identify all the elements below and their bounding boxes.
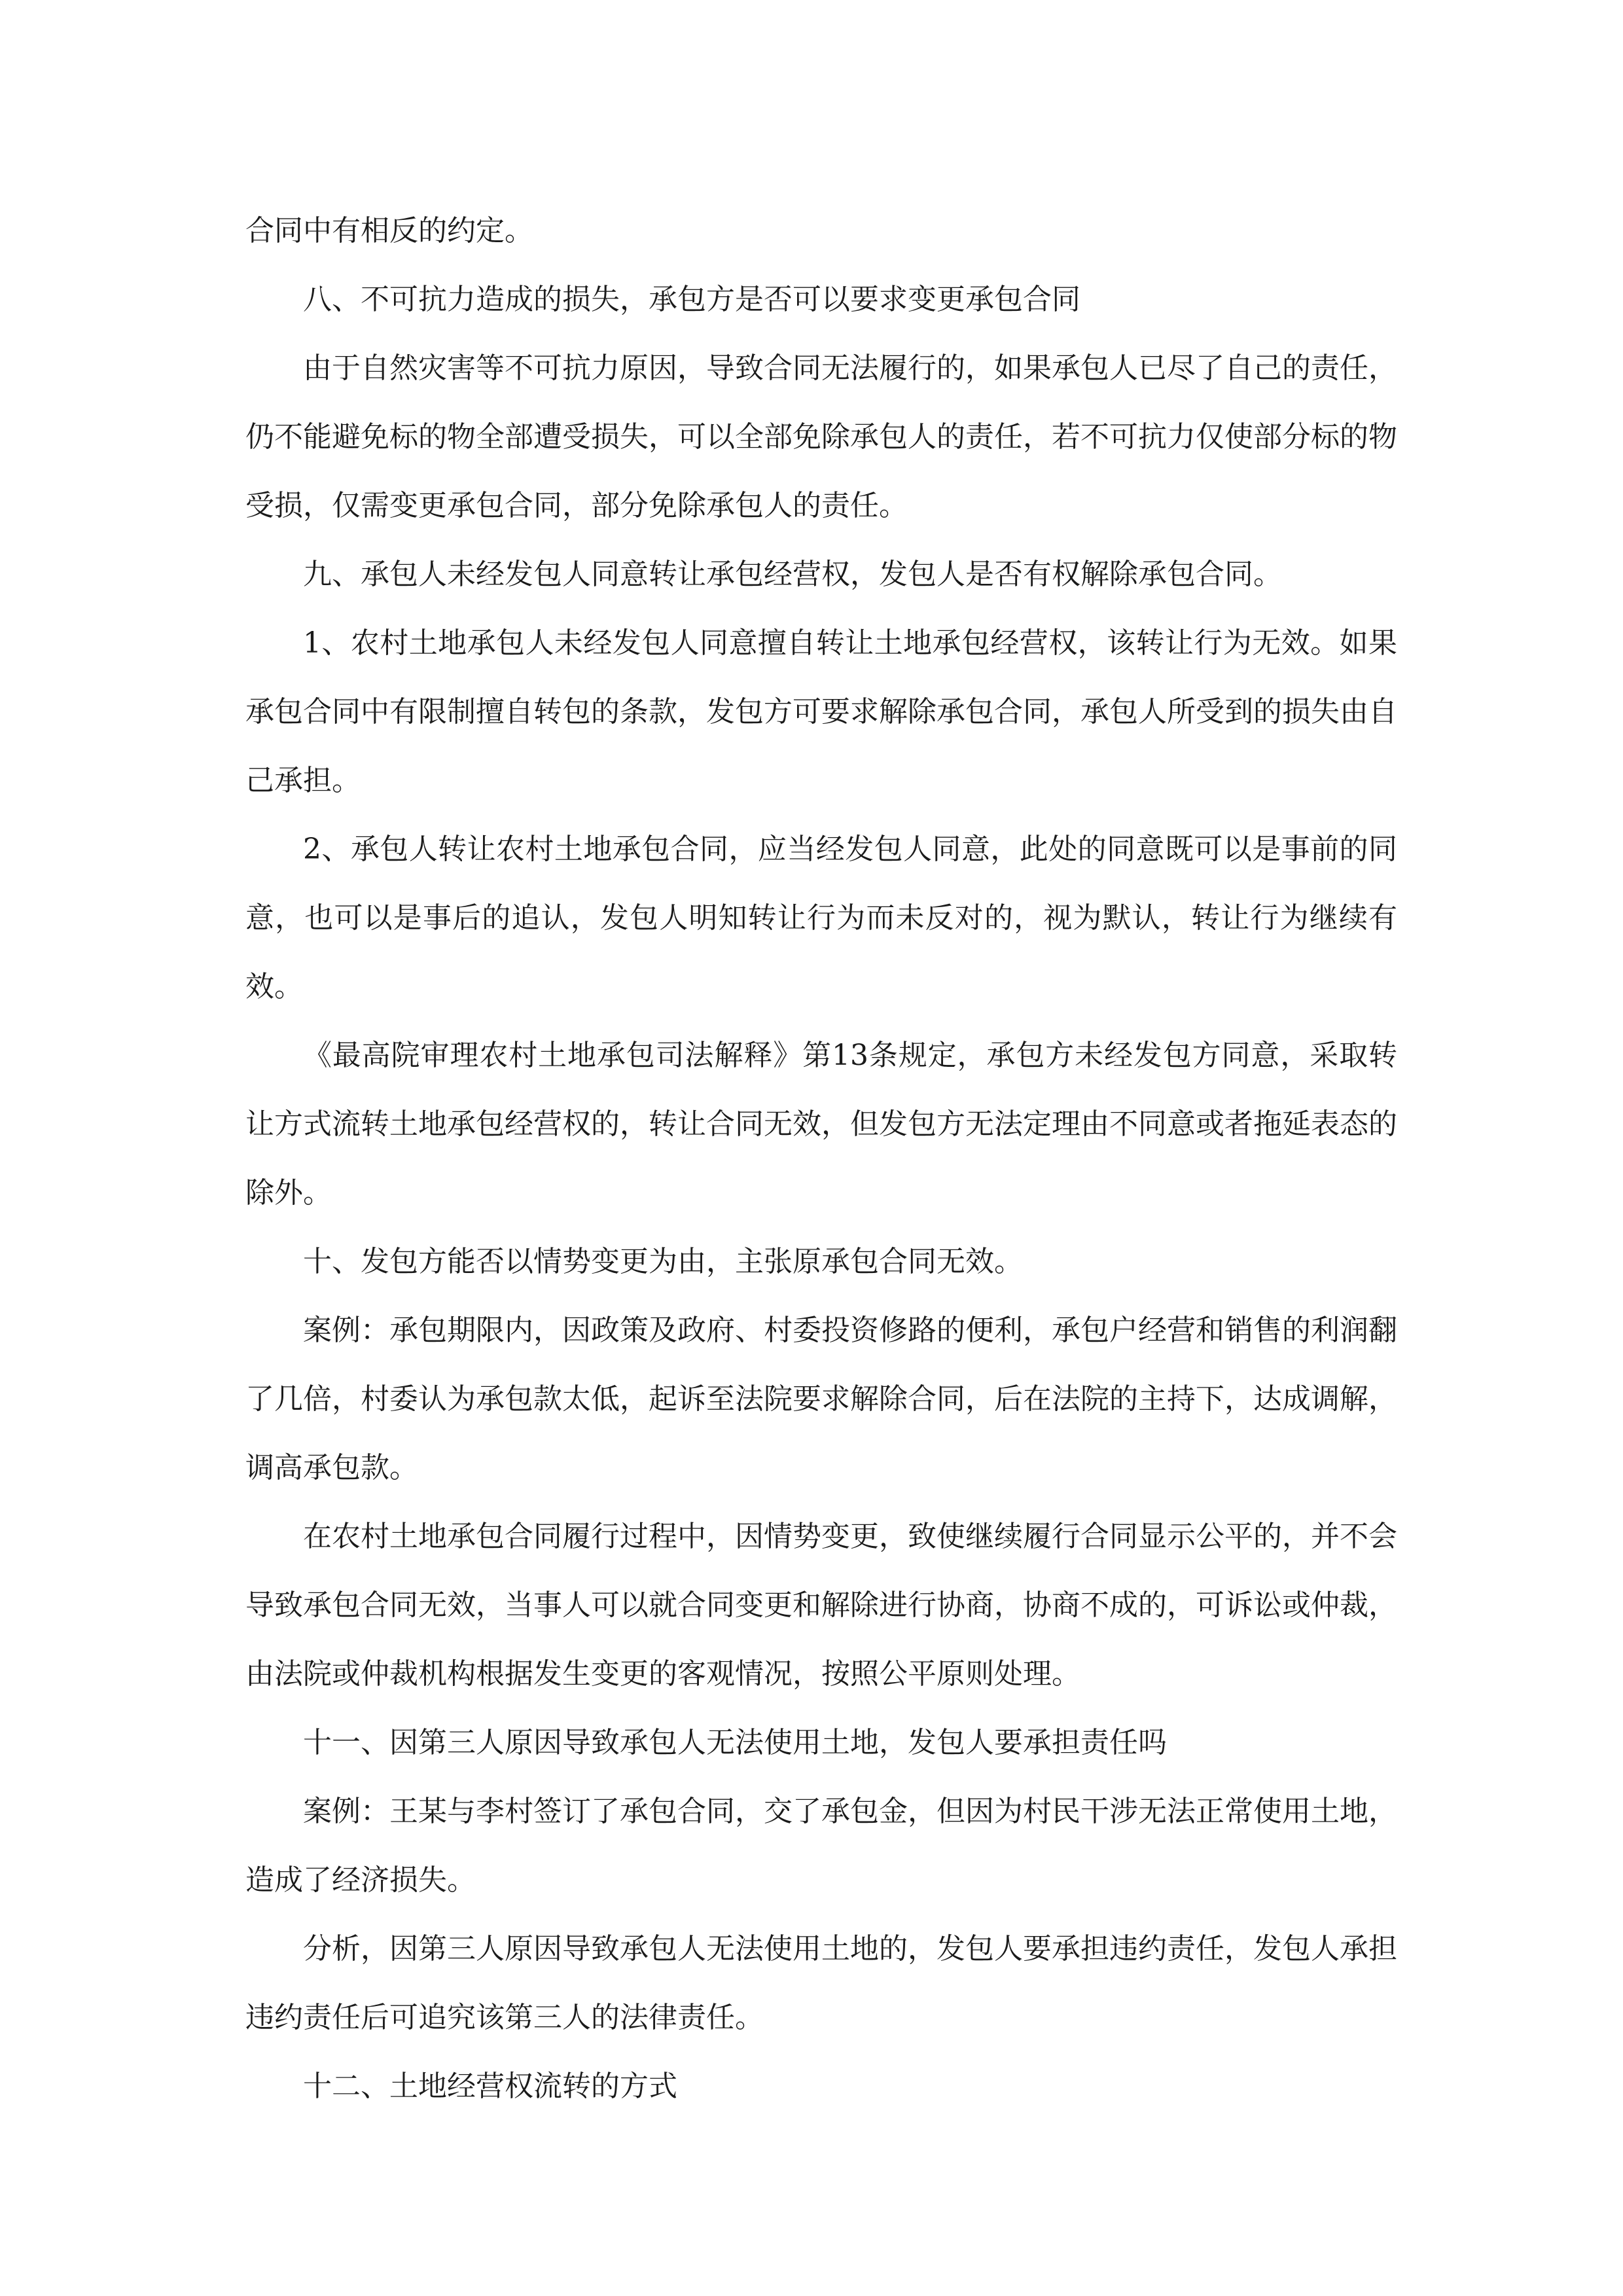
document-body bbox=[245, 196, 1397, 2121]
paragraph: 1、农村土地承包人未经发包人同意擅自转让土地承包经营权，该转让行为无效。如果承包合同中有限制擅自转包的条款，发包方可要求解除承包合同，承包人所受到的损失由自己承担。 bbox=[245, 626, 1397, 797]
section-heading: 十一、因第三人原因导致承包人无法使用土地，发包人要承担责任吗 bbox=[303, 1726, 1167, 1759]
section-heading: 九、承包人未经发包人同意转让承包经营权，发包人是否有权解除承包合同。 bbox=[303, 558, 1282, 591]
section-heading: 十、发包方能否以情势变更为由，主张原承包合同无效。 bbox=[303, 1245, 1023, 1278]
paragraph: 2、承包人转让农村土地承包合同，应当经发包人同意，此处的同意既可以是事前的同意，也可以是事后的追认，发包人明知转让行为而未反对的，视为默认，转让行为继续有效。 bbox=[245, 833, 1397, 1003]
paragraph: 合同中有相反的约定。 bbox=[245, 214, 533, 247]
paragraph: 分析，因第三人原因导致承包人无法使用土地的，发包人要承担违约责任，发包人承担违约责任后可追究该第三人的法律责任。 bbox=[245, 1932, 1397, 2034]
paragraph: 由于自然灾害等不可抗力原因，导致合同无法履行的，如果承包人已尽了自己的责任，仍不能避免标的物全部遭受损失，可以全部免除承包人的责任，若不可抗力仅使部分标的物受损，仅需变更承包合同，部分免除承包人的责任。 bbox=[245, 351, 1397, 522]
section-heading: 八、不可抗力造成的损失，承包方是否可以要求变更承包合同 bbox=[303, 283, 1080, 316]
section-heading: 十二、土地经营权流转的方式 bbox=[303, 2070, 677, 2103]
paragraph: 《最高院审理农村土地承包司法解释》第13条规定，承包方未经发包方同意，采取转让方式流转土地承包经营权的，转让合同无效，但发包方无法定理由不同意或者拖延表态的除外。 bbox=[245, 1039, 1397, 1210]
paragraph: 案例：承包期限内，因政策及政府、村委投资修路的便利，承包户经营和销售的利润翻了几倍，村委认为承包款太低，起诉至法院要求解除合同，后在法院的主持下，达成调解，调高承包款。 bbox=[245, 1314, 1397, 1484]
paragraph: 案例：王某与李村签订了承包合同，交了承包金，但因为村民干涉无法正常使用土地，造成了经济损失。 bbox=[245, 1795, 1397, 1897]
paragraph: 在农村土地承包合同履行过程中，因情势变更，致使继续履行合同显示公平的，并不会导致承包合同无效，当事人可以就合同变更和解除进行协商，协商不成的，可诉讼或仲裁，由法院或仲裁机构根据发生变更的客观情况，按照公平原则处理。 bbox=[245, 1520, 1397, 1691]
